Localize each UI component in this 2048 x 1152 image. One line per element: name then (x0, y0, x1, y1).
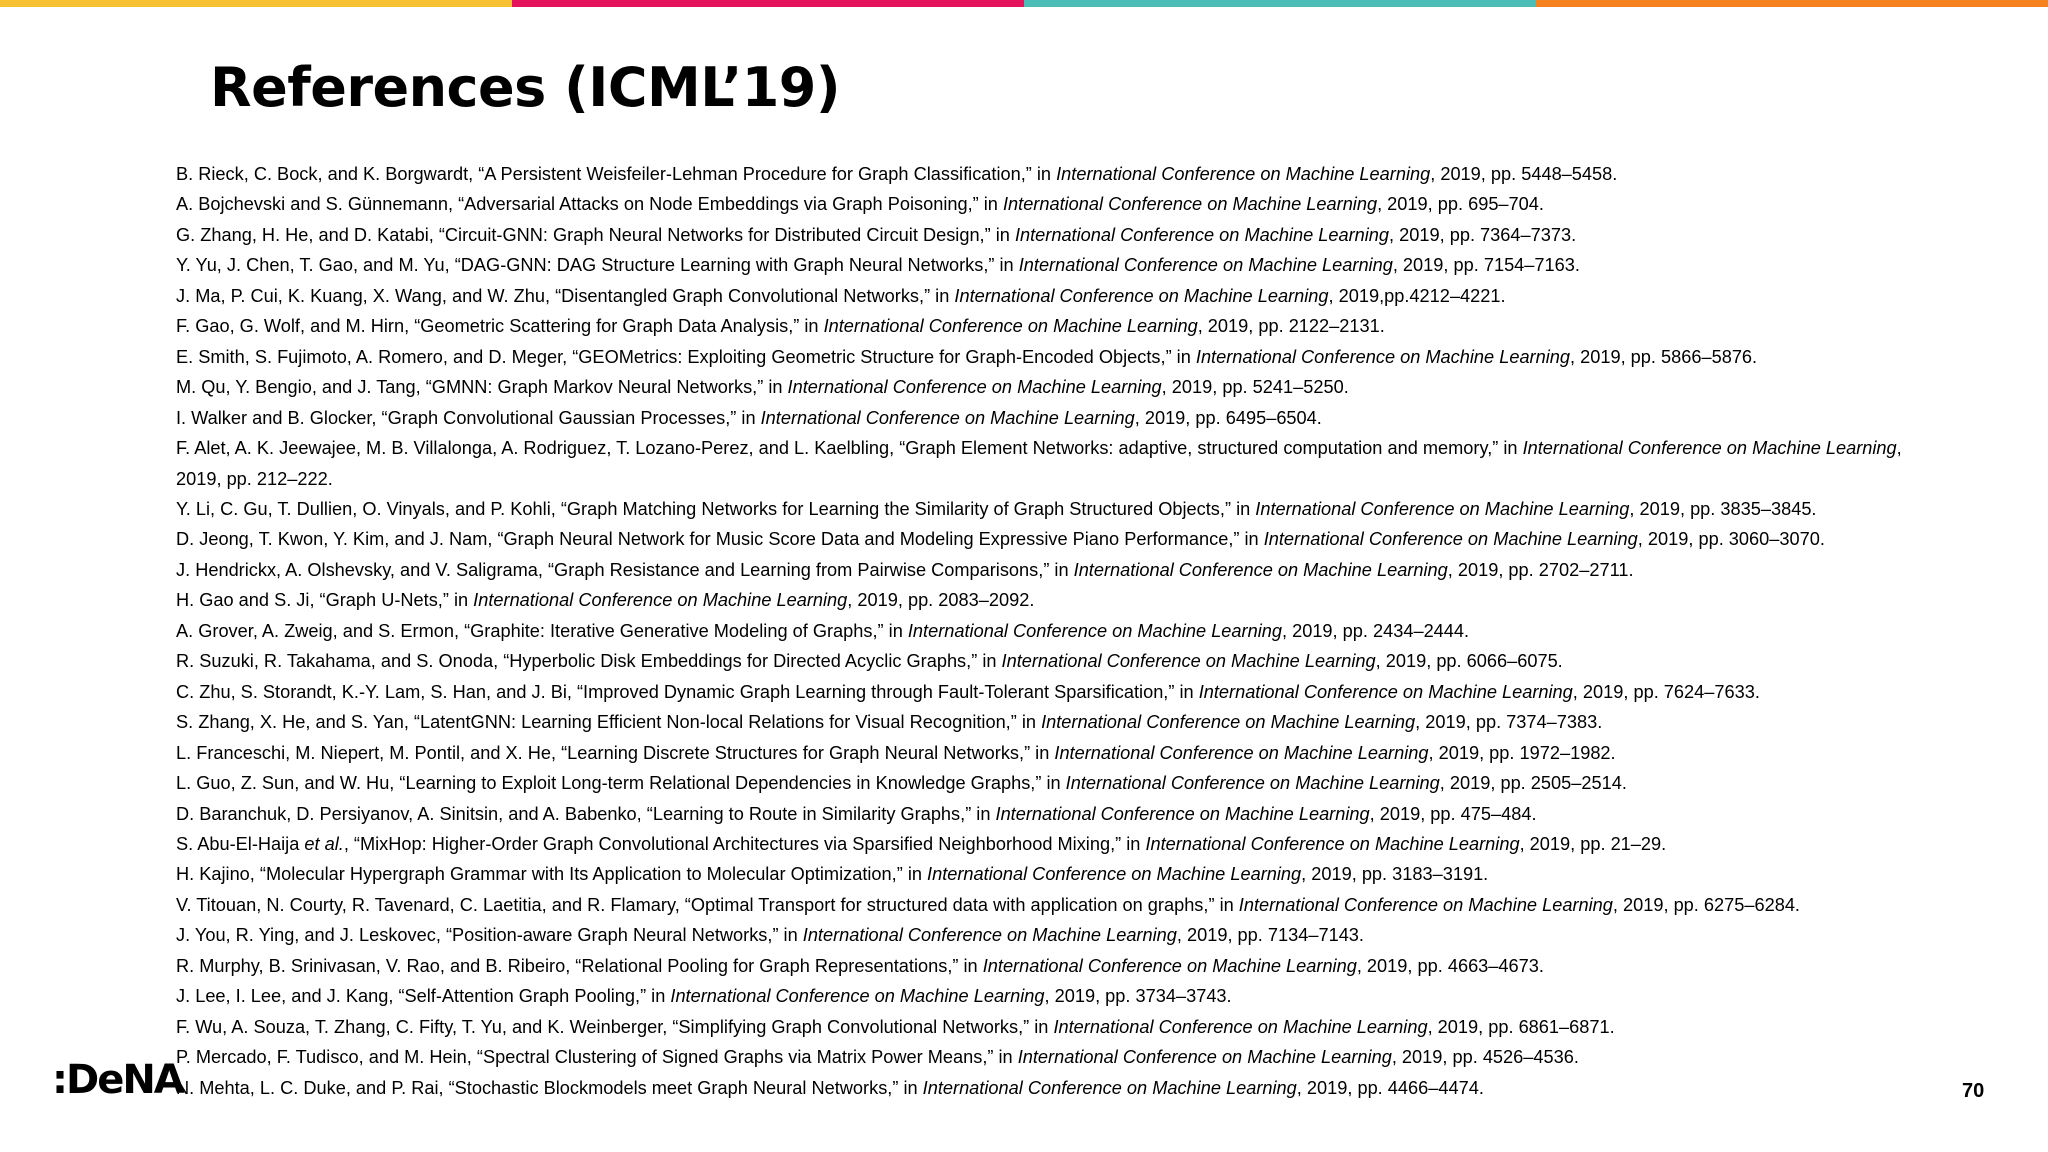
slide-title: References (ICML’19) (210, 56, 841, 119)
reference-post: , 2019, pp. 2122–2131. (1197, 316, 1385, 337)
reference-post: , 2019, pp. 3183–3191. (1301, 864, 1489, 885)
reference-venue: International Conference on Machine Learning (907, 620, 1282, 641)
reference-item (176, 738, 1926, 768)
reference-pre: D. Jeong, T. Kwon, Y. Kim, and J. Nam, “Graph Neural Network for Music Score Data and Modeling Expressive Piano Performance,” in (176, 529, 1264, 550)
reference-venue: International Conference on Machine Learning (1198, 681, 1573, 702)
reference-post: , 2019, pp. 7154–7163. (1392, 255, 1580, 276)
reference-venue: International Conference on Machine Learning (1041, 712, 1416, 733)
reference-item (176, 1042, 1926, 1072)
reference-venue: International Conference on Machine Learning (982, 955, 1357, 976)
reference-item (176, 646, 1926, 676)
reference-pre: R. Suzuki, R. Takahama, and S. Onoda, “Hyperbolic Disk Embeddings for Directed Acyclic Graphs,” in (176, 651, 1002, 672)
reference-pre: V. Titouan, N. Courty, R. Tavenard, C. Laetitia, and R. Flamary, “Optimal Transport for structured data with application on graphs,” in (176, 894, 1239, 915)
reference-pre: D. Baranchuk, D. Persiyanov, A. Sinitsin, and A. Babenko, “Learning to Route in Similarity Graphs,” in (176, 803, 996, 824)
reference-pre: M. Qu, Y. Bengio, and J. Tang, “GMNN: Graph Markov Neural Networks,” in (176, 377, 788, 398)
reference-item (176, 1012, 1926, 1042)
reference-pre: J. Hendrickx, A. Olshevsky, and V. Saligrama, “Graph Resistance and Learning from Pairwise Comparisons,” in (176, 559, 1074, 580)
reference-item (176, 677, 1926, 707)
reference-item (176, 555, 1926, 585)
reference-venue: International Conference on Machine Learning (1522, 438, 1897, 459)
reference-post: , 2019, pp. 1972–1982. (1428, 742, 1616, 763)
reference-post: , 2019, pp. 7364–7373. (1389, 224, 1577, 245)
reference-venue: International Conference on Machine Learning (823, 316, 1198, 337)
reference-item (176, 981, 1926, 1011)
reference-item (176, 890, 1926, 920)
reference-pre: G. Zhang, H. He, and D. Katabi, “Circuit-GNN: Graph Neural Networks for Distributed Circuit Design,” in (176, 224, 1015, 245)
top-bar-teal (1024, 0, 1536, 7)
reference-post: , 2019, pp. 3835–3845. (1629, 498, 1817, 519)
reference-item (176, 433, 1926, 494)
reference-venue: International Conference on Machine Learning (1002, 194, 1378, 215)
reference-venue: International Conference on Machine Learning (670, 986, 1045, 1007)
reference-venue: International Conference on Machine Learning (1054, 742, 1429, 763)
reference-post: , 2019, pp. 6275–6284. (1612, 894, 1800, 915)
reference-etal: et al. (304, 833, 344, 854)
reference-venue: International Conference on Machine Learning (787, 377, 1162, 398)
reference-venue: International Conference on Machine Learning (760, 407, 1135, 428)
reference-post: , 2019, pp. 4663–4673. (1356, 955, 1544, 976)
reference-pre: C. Zhu, S. Storandt, K.-Y. Lam, S. Han, and J. Bi, “Improved Dynamic Graph Learning through Fault-Tolerant Sparsification,” in (176, 681, 1199, 702)
reference-post: , 2019, pp. 6495–6504. (1134, 407, 1322, 428)
reference-post: , 2019, pp. 7134–7143. (1176, 925, 1364, 946)
reference-venue: International Conference on Machine Learning (927, 864, 1302, 885)
reference-post: , 2019, pp. 5241–5250. (1161, 377, 1349, 398)
reference-item (176, 159, 1926, 189)
reference-item (176, 829, 1926, 859)
reference-pre: E. Smith, S. Fujimoto, A. Romero, and D. Meger, “GEOMetrics: Exploiting Geometric Structure for Graph-Encoded Objects,” in (176, 346, 1196, 367)
reference-item (176, 585, 1926, 615)
reference-post: , 2019, pp. 2505–2514. (1439, 773, 1627, 794)
reference-pre: J. Ma, P. Cui, K. Kuang, X. Wang, and W. Zhu, “Disentangled Graph Convolutional Networks,” in (176, 285, 955, 306)
reference-pre: N. Mehta, L. C. Duke, and P. Rai, “Stochastic Blockmodels meet Graph Neural Networks,” in (176, 1077, 923, 1098)
reference-pre: J. You, R. Ying, and J. Leskovec, “Position-aware Graph Neural Networks,” in (176, 925, 803, 946)
reference-post: , 2019, pp. 2083–2092. (847, 590, 1035, 611)
reference-item (176, 342, 1926, 372)
reference-venue: International Conference on Machine Learning (1065, 773, 1440, 794)
reference-pre: Y. Li, C. Gu, T. Dullien, O. Vinyals, and P. Kohli, “Graph Matching Networks for Learning the Similarity of Graph Structured Objects,” in (176, 498, 1256, 519)
reference-venue: International Conference on Machine Learning (1017, 1047, 1392, 1068)
reference-venue: International Conference on Machine Learning (1001, 651, 1376, 672)
reference-post: , 2019, pp. 4466–4474. (1296, 1077, 1484, 1098)
reference-item (176, 189, 1926, 219)
reference-item (176, 281, 1926, 311)
reference-post: , 2019, pp. 2434–2444. (1281, 620, 1470, 641)
reference-post: , 2019, pp. 3060–3070. (1637, 529, 1825, 550)
reference-pre: I. Walker and B. Glocker, “Graph Convolutional Gaussian Processes,” in (176, 407, 761, 428)
reference-post: , 2019, pp. 6066–6075. (1375, 651, 1563, 672)
reference-item (176, 372, 1926, 402)
reference-pre: A. Bojchevski and S. Günnemann, “Adversarial Attacks on Node Embeddings via Graph Poisoning,” in (176, 194, 1003, 215)
reference-venue: International Conference on Machine Learning (1073, 559, 1448, 580)
dena-logo: :DeNA (52, 1057, 183, 1103)
reference-post: , 2019, pp. 212–222. (176, 438, 1902, 489)
reference-item (176, 768, 1926, 798)
reference-post: , 2019, pp. 3734–3743. (1044, 986, 1232, 1007)
reference-venue: International Conference on Machine Learning (1053, 1016, 1428, 1037)
reference-venue: International Conference on Machine Learning (1263, 529, 1638, 550)
reference-venue: International Conference on Machine Learning (1238, 894, 1613, 915)
reference-post: , 2019, pp. 7374–7383. (1415, 712, 1603, 733)
reference-venue: International Conference on Machine Learning (1056, 164, 1431, 184)
top-bar-magenta (512, 0, 1024, 7)
reference-post: , 2019,pp.4212–4221. (1328, 285, 1506, 306)
reference-pre: F. Wu, A. Souza, T. Zhang, C. Fifty, T. Yu, and K. Weinberger, “Simplifying Graph Convolutional Networks,” in (176, 1016, 1054, 1037)
reference-item (176, 311, 1926, 341)
reference-pre: F. Gao, G. Wolf, and M. Hirn, “Geometric Scattering for Graph Data Analysis,” in (176, 316, 824, 337)
reference-venue: International Conference on Machine Learning (802, 925, 1177, 946)
reference-item (176, 250, 1926, 280)
reference-post: , 2019, pp. 695–704. (1377, 194, 1544, 215)
reference-venue: International Conference on Machine Learning (1014, 224, 1390, 245)
reference-pre: J. Lee, I. Lee, and J. Kang, “Self-Attention Graph Pooling,” in (176, 986, 671, 1007)
reference-post: , 2019, pp. 4526–4536. (1391, 1047, 1579, 1068)
reference-venue: International Conference on Machine Learning (954, 285, 1329, 306)
reference-venue: International Conference on Machine Learning (1145, 833, 1520, 854)
reference-venue: International Conference on Machine Learning (922, 1077, 1297, 1098)
top-bar-yellow (0, 0, 512, 7)
reference-pre: H. Gao and S. Ji, “Graph U-Nets,” in (176, 590, 474, 611)
reference-item (176, 524, 1926, 554)
reference-post: , 2019, pp. 21–29. (1519, 833, 1667, 854)
reference-item (176, 707, 1926, 737)
reference-item (176, 616, 1926, 646)
reference-post: , 2019, pp. 6861–6871. (1427, 1016, 1615, 1037)
reference-pre: S. Abu-El-Haija (176, 833, 305, 854)
reference-pre: B. Rieck, C. Bock, and K. Borgwardt, “A Persistent Weisfeiler-Lehman Procedure for Graph Classification,” in (176, 164, 1057, 184)
top-bar-orange (1536, 0, 2048, 7)
reference-item (176, 1073, 1926, 1103)
reference-mid: , “MixHop: Higher-Order Graph Convolutional Architectures via Sparsified Neighborhood Mixing,” in (343, 833, 1146, 854)
reference-venue: International Conference on Machine Learning (995, 803, 1370, 824)
reference-item (176, 799, 1926, 829)
reference-pre: Y. Yu, J. Chen, T. Gao, and M. Yu, “DAG-GNN: DAG Structure Learning with Graph Neural Networks,” in (176, 255, 1019, 276)
reference-post: , 2019, pp. 5448–5458. (1430, 164, 1618, 184)
reference-pre: L. Franceschi, M. Niepert, M. Pontil, and X. He, “Learning Discrete Structures for Graph Neural Networks,” in (176, 742, 1055, 763)
reference-item (176, 220, 1926, 250)
reference-post: , 2019, pp. 475–484. (1369, 803, 1537, 824)
reference-pre: P. Mercado, F. Tudisco, and M. Hein, “Spectral Clustering of Signed Graphs via Matrix Power Means,” in (176, 1047, 1018, 1068)
top-color-bar (0, 0, 2048, 7)
reference-venue: International Conference on Machine Learning (1255, 498, 1630, 519)
reference-post: , 2019, pp. 5866–5876. (1570, 346, 1758, 367)
reference-post: , 2019, pp. 2702–2711. (1447, 559, 1634, 580)
reference-item (176, 951, 1926, 981)
reference-pre: R. Murphy, B. Srinivasan, V. Rao, and B. Ribeiro, “Relational Pooling for Graph Representations,” in (176, 955, 983, 976)
reference-item (176, 403, 1926, 433)
reference-item (176, 494, 1926, 524)
reference-pre: L. Guo, Z. Sun, and W. Hu, “Learning to Exploit Long-term Relational Dependencies in Knowledge Graphs,” in (176, 773, 1066, 794)
reference-item (176, 920, 1926, 950)
reference-item (176, 859, 1926, 889)
reference-venue: International Conference on Machine Learning (1195, 346, 1570, 367)
reference-pre: H. Kajino, “Molecular Hypergraph Grammar with Its Application to Molecular Optimization,” in (176, 864, 928, 885)
page-number: 70 (1962, 1080, 1985, 1102)
reference-pre: S. Zhang, X. He, and S. Yan, “LatentGNN: Learning Efficient Non-local Relations for Visual Recognition,” in (176, 712, 1042, 733)
reference-venue: International Conference on Machine Learning (473, 590, 848, 611)
reference-venue: International Conference on Machine Learning (1018, 255, 1393, 276)
reference-post: , 2019, pp. 7624–7633. (1572, 681, 1760, 702)
reference-list (176, 159, 1926, 1103)
reference-pre: A. Grover, A. Zweig, and S. Ermon, “Graphite: Iterative Generative Modeling of Graphs,” in (176, 620, 908, 641)
reference-pre: F. Alet, A. K. Jeewajee, M. B. Villalonga, A. Rodriguez, T. Lozano-Perez, and L. Kaelbling, “Graph Element Networks: adaptive, structured computation and memory,” in (176, 438, 1523, 459)
